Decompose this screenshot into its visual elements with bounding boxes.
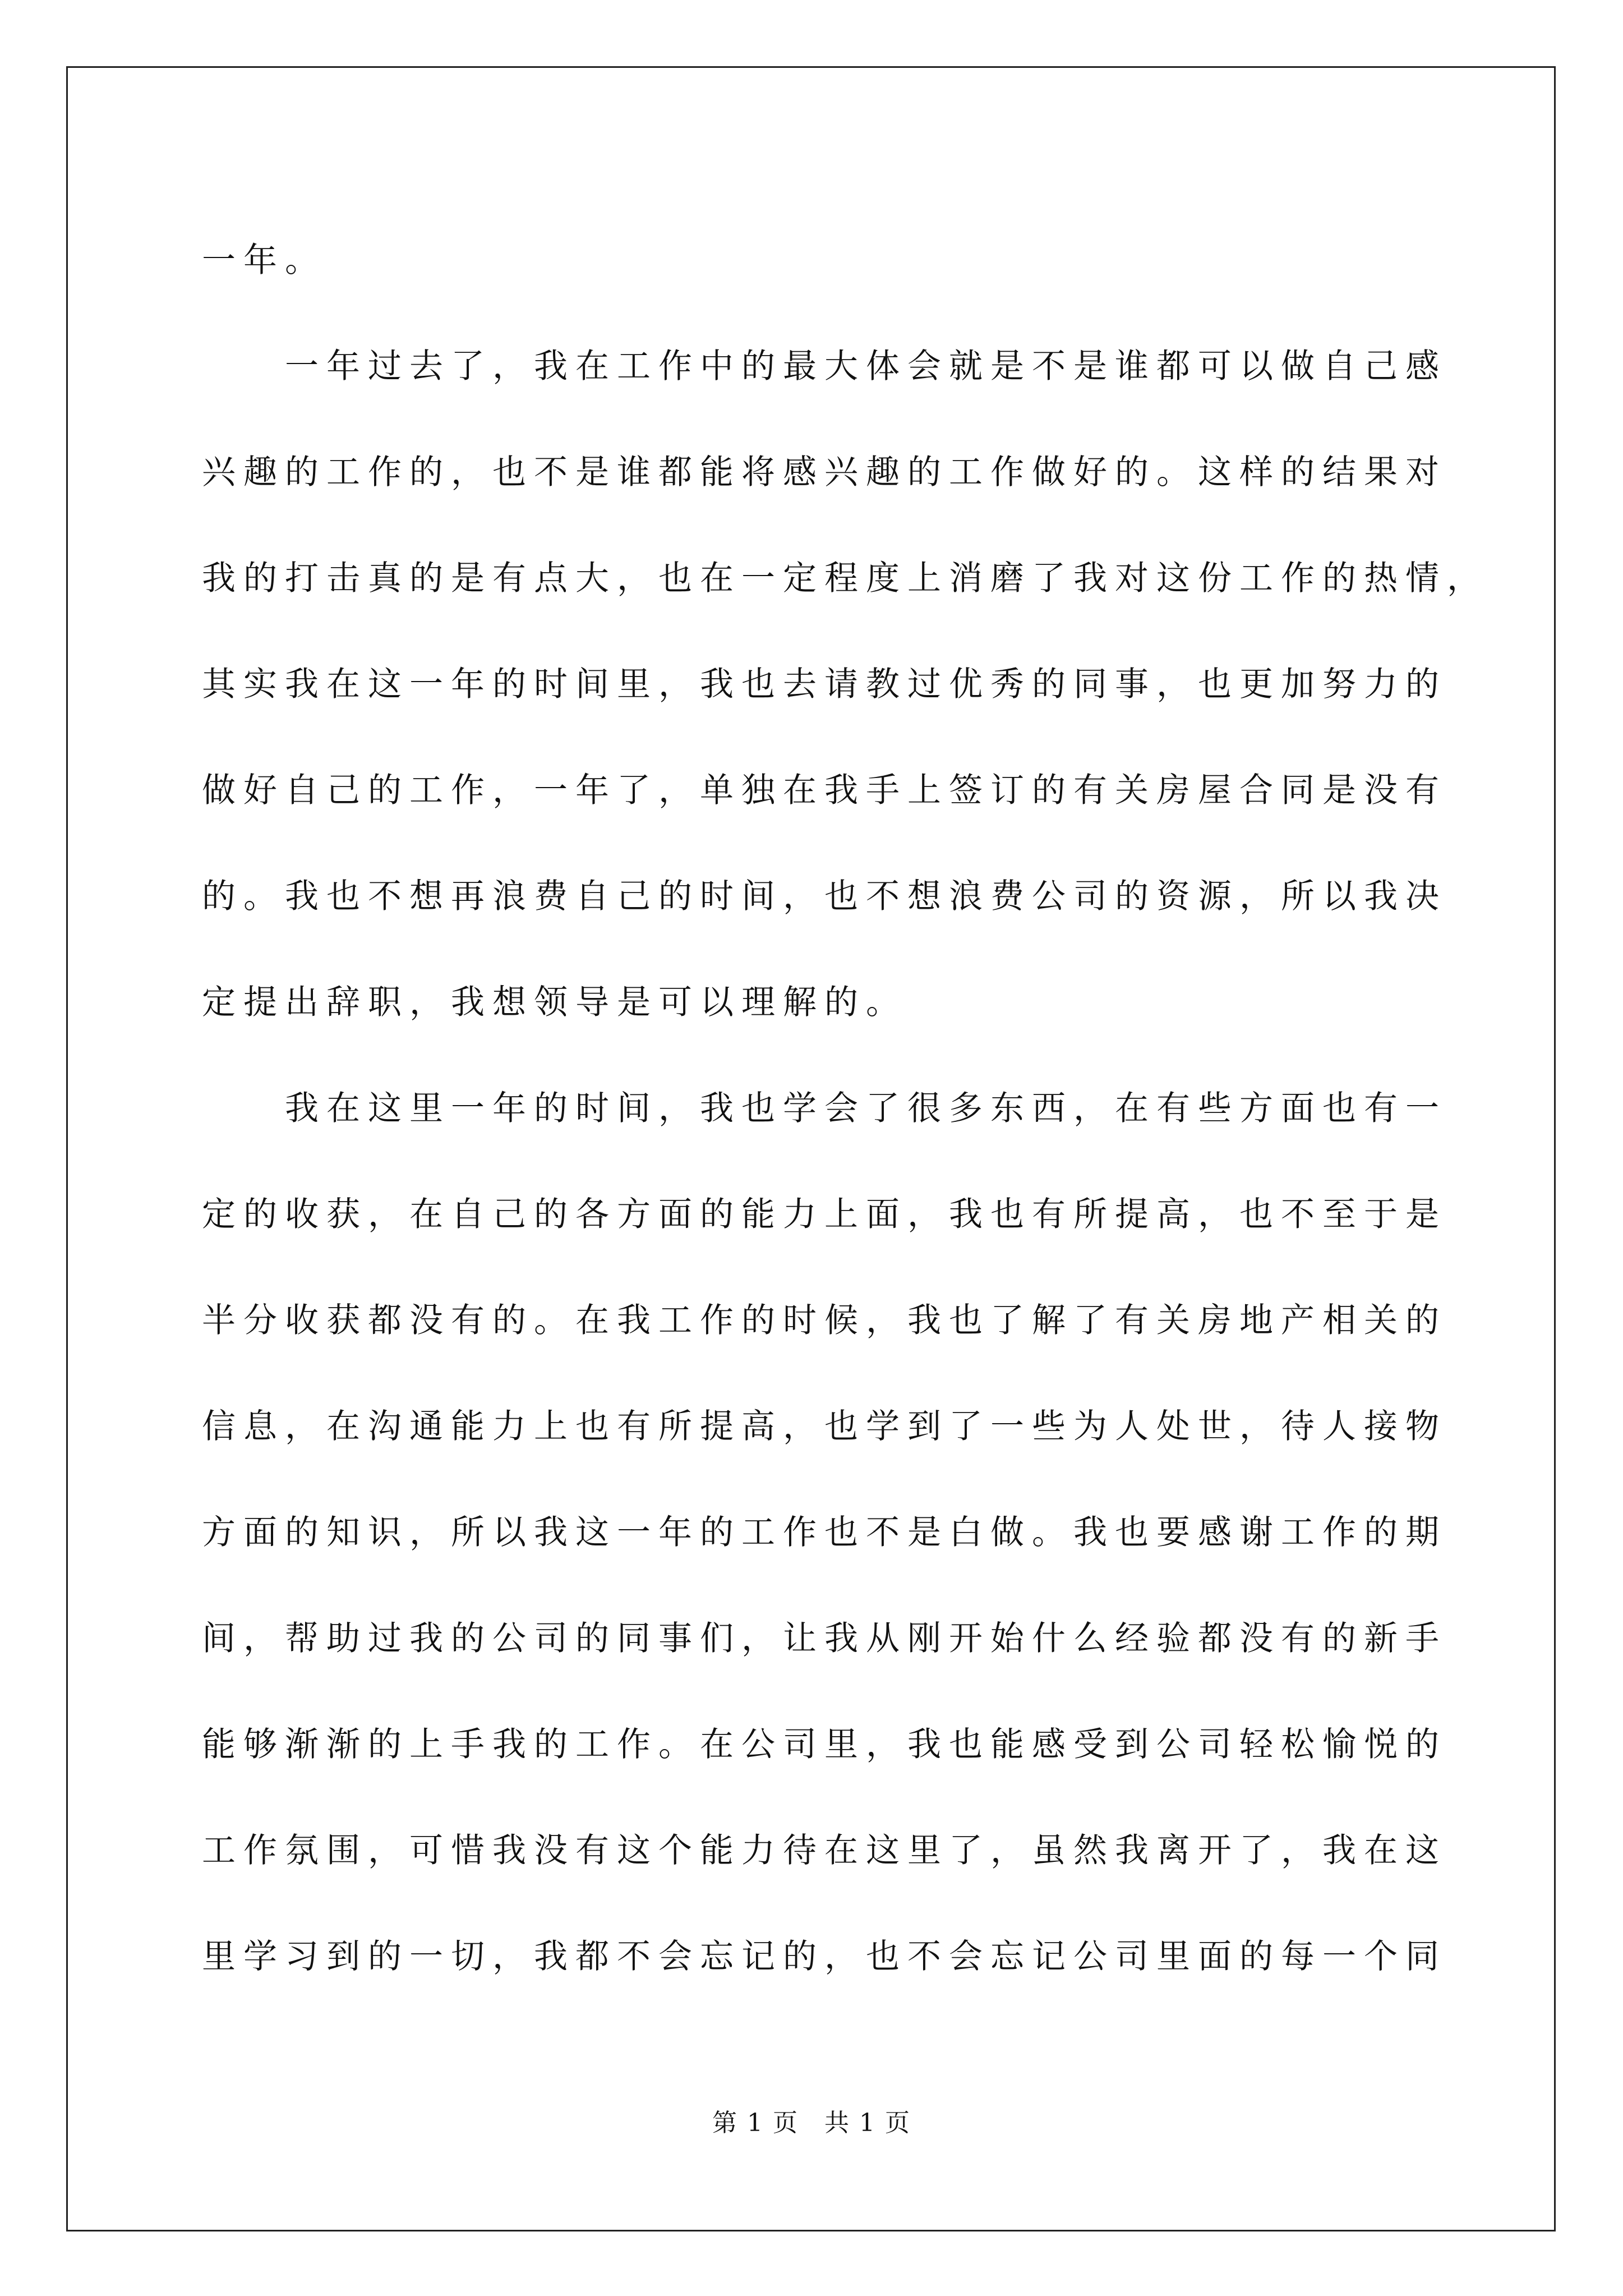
text-line: 我的打击真的是有点大，也在一定程度上消磨了我对这份工作的热情，: [202, 559, 1488, 598]
text-line: 方面的知识，所以我这一年的工作也不是白做。我也要感谢工作的期: [202, 1513, 1447, 1552]
text-line: 其实我在这一年的时间里，我也去请教过优秀的同事，也更加努力的: [202, 665, 1447, 704]
text-line: 做好自己的工作，一年了，单独在我手上签订的有关房屋合同是没有: [202, 771, 1447, 810]
text-line: 一年过去了，我在工作中的最大体会就是不是谁都可以做自己感: [285, 347, 1447, 386]
page-number-footer: 第 1 页 共 1 页: [712, 2109, 911, 2137]
text-line: 定的收获，在自己的各方面的能力上面，我也有所提高，也不至于是: [202, 1195, 1447, 1234]
text-line: 里学习到的一切，我都不会忘记的，也不会忘记公司里面的每一个同: [202, 1937, 1447, 1976]
text-line: 工作氛围，可惜我没有这个能力待在这里了，虽然我离开了，我在这: [202, 1831, 1447, 1870]
text-line: 能够渐渐的上手我的工作。在公司里，我也能感受到公司轻松愉悦的: [202, 1725, 1447, 1764]
text-line: 信息，在沟通能力上也有所提高，也学到了一些为人处世，待人接物: [202, 1407, 1447, 1446]
text-line: 间，帮助过我的公司的同事们，让我从刚开始什么经验都没有的新手: [202, 1619, 1447, 1658]
text-line: 定提出辞职，我想领导是可以理解的。: [202, 983, 907, 1022]
text-line: 半分收获都没有的。在我工作的时候，我也了解了有关房地产相关的: [202, 1301, 1447, 1340]
text-line: 兴趣的工作的，也不是谁都能将感兴趣的工作做好的。这样的结果对: [202, 453, 1447, 492]
text-line: 一年。: [202, 241, 326, 280]
document-body: [202, 208, 1488, 2010]
text-line: 我在这里一年的时间，我也学会了很多东西，在有些方面也有一: [285, 1089, 1447, 1128]
text-line: 的。我也不想再浪费自己的时间，也不想浪费公司的资源，所以我决: [202, 877, 1447, 916]
